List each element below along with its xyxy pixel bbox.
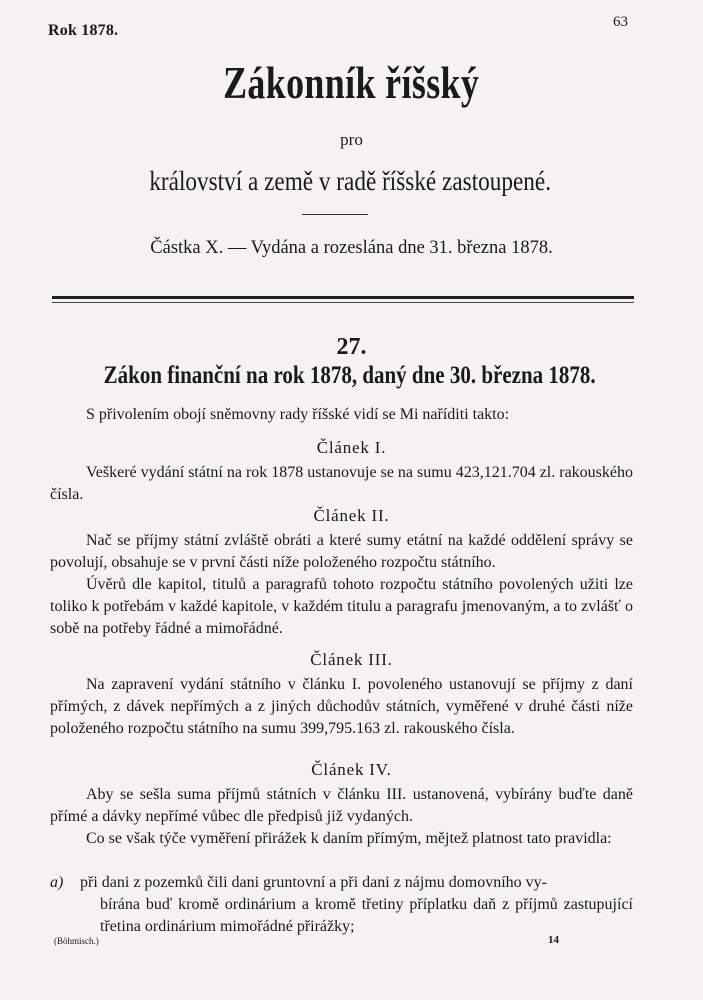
article-3-heading: Článek III. [310,650,393,669]
short-divider [302,214,368,215]
header-year: Rok 1878. [48,22,119,39]
footer-printer: (Böhmisch.) [54,936,99,946]
article-2-heading: Článek II. [313,506,390,525]
article-1-paragraph: Veškeré vydání státní na rok 1878 ustanovuje se na sumu 423,121.704 zl. rakouského čísla. [50,464,634,503]
item-text-first: při dani z pozemků čili dani gruntovní a při dani z nájmu domovního vy- [80,874,548,891]
double-rule-thick [52,296,634,299]
article-3-paragraph: Na zapravení vydání státního v článku I. povoleného ustanovují se příjmy z daní přímých, z dávek nepřímých a z jiných důchodův státních, vyměřené v druhé části níže položeného rozpočtu státního na sumu 399,795.163 zl. rakouského čísla. [50,676,633,737]
item-label: a) [50,874,64,891]
article-4-paragraph-1: Aby se sešla suma příjmů státních v článku III. ustanovená, vybírány buďte daně přímé a dávky nepřímé vůbec dle předpisů již vydaných. [50,786,633,825]
law-preamble: S přivolením obojí sněmovny rady říšské vidí se Mi naříditi takto: [86,406,510,423]
article-2-paragraph-2: Úvěrů dle kapitol, titulů a paragrafů tohoto rozpočtu státního povolených užiti lze toliko k potřebám v každé kapitole, v každém titulu a paragrafu jmenovaným, a to zvlášť o sobě na potřeby řádné a mimořádné. [50,576,633,637]
gazette-subtitle: království a země v radě říšské zastoupené. [149,166,552,196]
item-text-rest: bírána buď kromě ordinárium a kromě třetiny příplatku daň z příjmů zastupující třetina ordinárium mimořádné přirážky; [100,896,633,935]
article-4-item-a [50,872,633,938]
article-4-heading: Článek IV. [311,760,392,779]
article-4-paragraph-2: Co se však týče vyměření přirážek k daním přímým, mějtež platnost tato pravidla: [86,830,612,847]
page-number: 63 [613,14,628,30]
footer-signature: 14 [548,934,559,946]
gazette-title: Zákonník říšský [223,57,480,108]
gazette-pro: pro [340,130,363,149]
issue-line: Částka X. — Vydána a rozeslána dne 31. března 1878. [150,238,553,258]
article-1-heading: Článek I. [316,438,387,457]
double-rule-thin [52,302,634,303]
article-2-paragraph-1: Nač se příjmy státní zvláště obráti a které sumy etátní na každé oddělení správy se povolují, obsahuje se v první části níže položeného rozpočtu státního. [50,532,633,571]
law-title: Zákon finanční na rok 1878, daný dne 30. března 1878. [103,362,596,389]
law-number: 27. [336,334,367,360]
